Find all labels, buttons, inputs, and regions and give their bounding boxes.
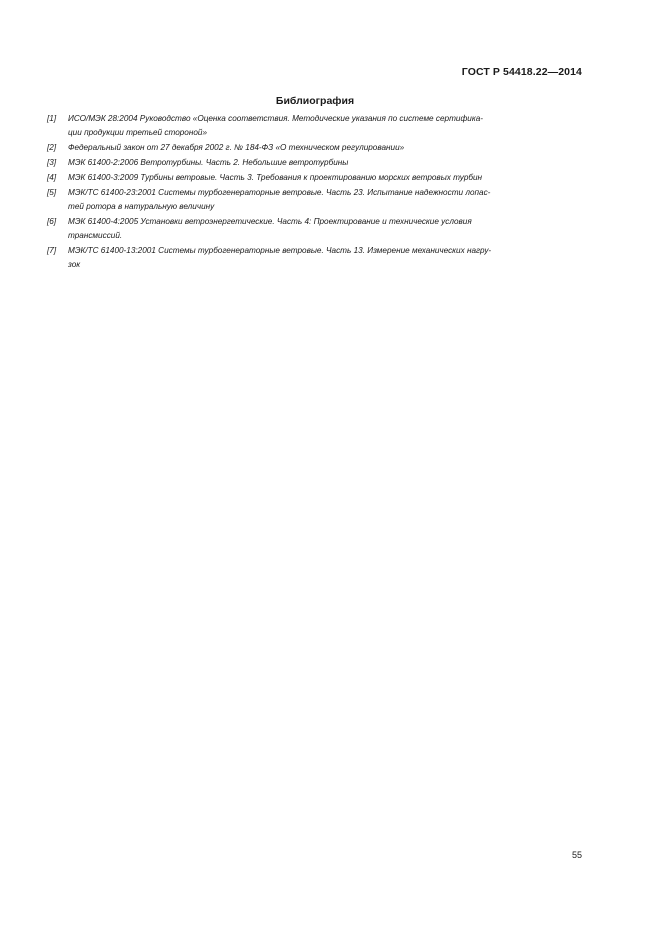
bibliography-item-number: [2] [47, 143, 57, 152]
bibliography-item-text: МЭК/ТС 61400-13:2001 Системы турбогенераторные ветровые. Часть 13. Измерение механических нагру- зок [68, 246, 492, 269]
bibliography-list [47, 112, 582, 273]
document-code: ГОСТ Р 54418.22—2014 [461, 66, 582, 78]
bibliography-item-text: МЭК 61400-2:2006 Ветротурбины. Часть 2. Небольшие ветротурбины [68, 158, 349, 167]
bibliography-item-number: [7] [47, 246, 57, 255]
bibliography-item [47, 171, 582, 185]
bibliography-item [47, 141, 582, 155]
bibliography-item [47, 186, 582, 214]
bibliography-item-text: Федеральный закон от 27 декабря 2002 г. № 184-ФЗ «О техническом регулировании» [68, 143, 405, 152]
bibliography-item [47, 215, 582, 243]
bibliography-item-text: ИСО/МЭК 28:2004 Руководство «Оценка соответствия. Методические указания по системе сертифика- ции продукции третьей стороной» [68, 114, 484, 137]
bibliography-item-text: МЭК 61400-4:2005 Установки ветроэнергетические. Часть 4: Проектирование и технические условия трансмиссий. [68, 217, 472, 240]
bibliography-item [47, 156, 582, 170]
bibliography-item-number: [1] [47, 114, 57, 123]
bibliography-item-number: [4] [47, 173, 57, 182]
bibliography-item-number: [6] [47, 217, 57, 226]
bibliography-item [47, 244, 582, 272]
bibliography-title: Библиография [275, 95, 355, 107]
page-number: 55 [571, 850, 582, 860]
bibliography-item [47, 112, 582, 140]
bibliography-item-text: МЭК 61400-3:2009 Турбины ветровые. Часть 3. Требования к проектированию морских ветровых турбин [68, 173, 483, 182]
bibliography-item-number: [5] [47, 188, 57, 197]
bibliography-item-number: [3] [47, 158, 57, 167]
bibliography-item-text: МЭК/ТС 61400-23:2001 Системы турбогенераторные ветровые. Часть 23. Испытание надежности лопас- тей ротора в натуральную величину [68, 188, 491, 211]
